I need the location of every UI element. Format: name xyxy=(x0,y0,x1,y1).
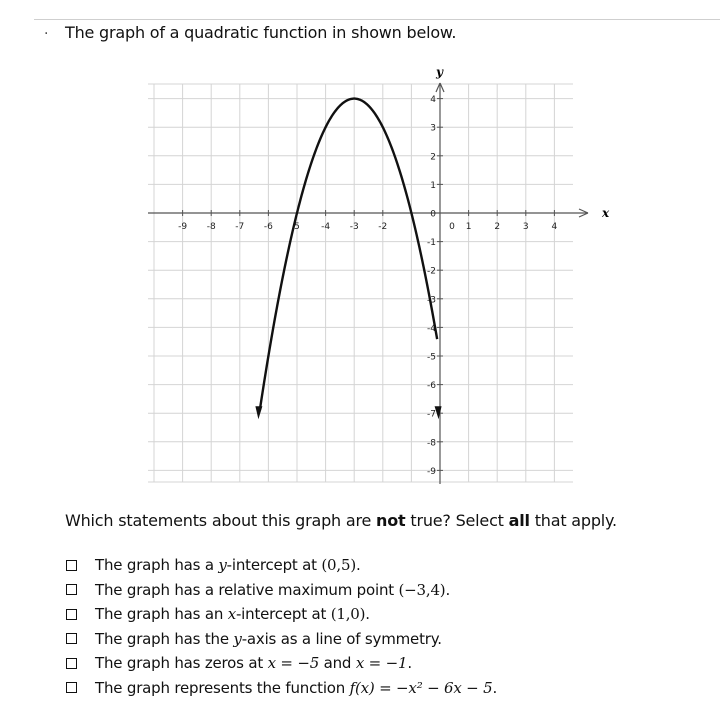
checkbox[interactable] xyxy=(66,560,77,571)
parabola-line xyxy=(260,99,437,410)
answer-option-2[interactable] xyxy=(66,578,497,603)
instruction-part: true? Select xyxy=(405,511,509,530)
x-tick-label: -6 xyxy=(263,222,273,232)
x-tick-label: 5 xyxy=(294,222,300,232)
y-axis-label: y xyxy=(436,65,443,79)
y-tick-label: -7 xyxy=(427,409,436,420)
x-tick-label: -9 xyxy=(178,222,188,232)
x-tick-label: 0 xyxy=(449,222,455,232)
option-label: The graph has the y-axis as a line of symmetry. xyxy=(95,629,442,648)
y-tick-label: 3 xyxy=(430,123,436,134)
y-tick-label: -1 xyxy=(427,238,436,249)
x-tick-label: 4 xyxy=(551,222,558,232)
y-tick-label: -4 xyxy=(427,323,436,334)
instruction-part: that apply. xyxy=(529,511,617,530)
x-tick-label: -2 xyxy=(378,222,388,232)
x-axis-label: x xyxy=(602,206,610,220)
answer-options xyxy=(66,553,497,700)
question-prompt: The graph of a quadratic function in shown below. xyxy=(65,23,457,42)
checkbox[interactable] xyxy=(66,584,77,595)
y-tick-label: -2 xyxy=(427,266,436,277)
y-tick-label: -8 xyxy=(427,438,436,449)
option-label: The graph represents the function f(x) = −x² − 6x − 5. xyxy=(95,678,498,697)
instruction-text xyxy=(65,511,617,530)
x-tick-label: 1 xyxy=(465,222,472,232)
checkbox[interactable] xyxy=(66,682,77,693)
checkbox[interactable] xyxy=(66,633,77,644)
checkbox[interactable] xyxy=(66,609,77,620)
x-tick-labels xyxy=(178,222,557,232)
y-tick-label: -3 xyxy=(427,295,436,306)
option-label: The graph has an x-intercept at (1,0). xyxy=(95,605,370,624)
option-label: The graph has zeros at x = −5 and x = −1. xyxy=(95,654,412,673)
x-tick-label: 2 xyxy=(494,222,501,232)
answer-option-5[interactable] xyxy=(66,651,497,676)
x-tick-label: -7 xyxy=(235,222,245,232)
y-tick-label: -6 xyxy=(427,381,436,392)
instruction-emphasis-not: not xyxy=(376,511,406,530)
y-tick-label: -9 xyxy=(427,466,436,477)
answer-option-3[interactable] xyxy=(66,602,497,627)
question-bullet: . xyxy=(44,22,49,38)
answer-option-6[interactable] xyxy=(66,676,497,701)
x-tick-label: 3 xyxy=(522,222,529,232)
checkbox[interactable] xyxy=(66,658,77,669)
y-tick-label: 2 xyxy=(430,152,436,163)
option-label: The graph has a y-intercept at (0,5). xyxy=(95,556,361,575)
axes xyxy=(148,83,588,484)
grid-lines xyxy=(148,84,573,482)
answer-option-4[interactable] xyxy=(66,627,497,652)
y-tick-label: 1 xyxy=(430,180,436,191)
option-label: The graph has a relative maximum point (−3,4). xyxy=(95,580,451,599)
x-tick-label: -3 xyxy=(349,222,359,232)
y-tick-label: 0 xyxy=(430,209,436,220)
x-tick-label: -8 xyxy=(206,222,216,232)
answer-option-1[interactable] xyxy=(66,553,497,578)
instruction-part: Which statements about this graph are xyxy=(65,511,377,530)
parabola-series xyxy=(255,99,441,420)
y-tick-label: 4 xyxy=(430,95,436,106)
x-tick-label: -4 xyxy=(321,222,331,232)
instruction-emphasis-all: all xyxy=(508,511,530,530)
y-tick-label: -5 xyxy=(427,352,436,363)
